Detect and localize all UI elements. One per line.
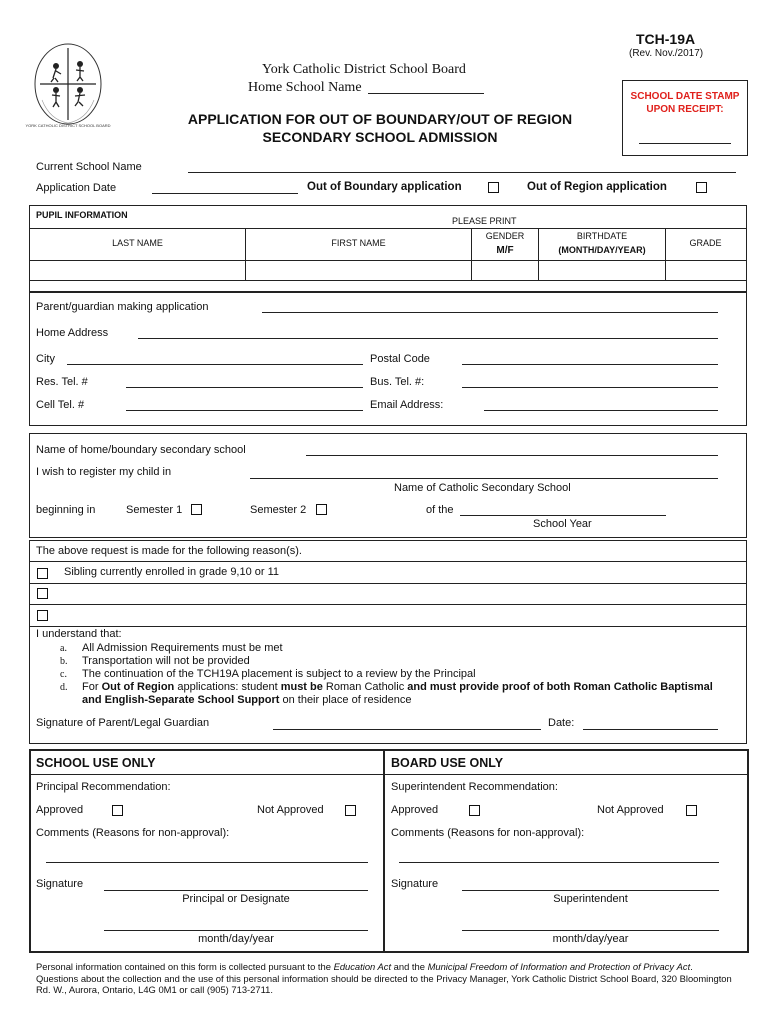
grade-header: GRADE (689, 238, 722, 248)
superintendent-recommendation-label: Superintendent Recommendation: (391, 781, 558, 793)
school-approved-checkbox[interactable] (112, 805, 123, 816)
city-input[interactable] (67, 364, 363, 365)
school-year-caption: School Year (533, 518, 592, 530)
application-date-input[interactable] (152, 193, 298, 194)
gender-values: M/F (496, 245, 514, 256)
please-print-label: PLEASE PRINT (452, 216, 517, 226)
guardian-date-input[interactable] (583, 729, 718, 730)
school-approved-label: Approved (36, 804, 84, 816)
board-logo (25, 40, 111, 130)
principal-signature-input[interactable] (104, 890, 368, 891)
res-tel-label: Res. Tel. # (36, 376, 88, 388)
guardian-date-label: Date: (548, 717, 575, 729)
first-name-input[interactable] (247, 261, 470, 279)
school-not-approved-checkbox[interactable] (345, 805, 356, 816)
superintendent-signature-input[interactable] (462, 890, 719, 891)
beginning-label: beginning in (36, 504, 96, 516)
school-year-input[interactable] (460, 515, 666, 516)
home-address-input[interactable] (138, 338, 718, 339)
condition-c: c. The continuation of the TCH19A placement is subject to a review by the Principal (60, 668, 476, 680)
school-comments-input[interactable] (46, 862, 368, 863)
sibling-checkbox[interactable] (37, 568, 48, 579)
cell-tel-input[interactable] (126, 410, 363, 411)
form-title-line1: APPLICATION FOR OUT OF BOUNDARY/OUT OF REGION (187, 111, 573, 127)
principal-recommendation-label: Principal Recommendation: (36, 781, 171, 793)
form-title-line2: SECONDARY SCHOOL ADMISSION (262, 129, 498, 145)
home-school-line[interactable] (368, 93, 484, 94)
postal-code-input[interactable] (462, 364, 718, 365)
logo-text: YORK CATHOLIC DISTRICT SCHOOL BOARD (25, 123, 111, 128)
out-of-boundary-label: Out of Boundary application (307, 181, 462, 193)
board-name: York Catholic District School Board (262, 62, 466, 77)
email-input[interactable] (484, 410, 718, 411)
semester1-label: Semester 1 (126, 504, 183, 516)
guardian-signature-input[interactable] (273, 729, 541, 730)
pupil-info-title: PUPIL INFORMATION (36, 210, 128, 220)
postal-code-label: Postal Code (370, 353, 430, 365)
bus-tel-input[interactable] (462, 387, 718, 388)
out-of-region-checkbox[interactable] (696, 182, 707, 193)
out-of-region-label: Out of Region application (527, 181, 667, 193)
home-school-label: Home School Name (248, 80, 362, 95)
form-title (160, 110, 600, 146)
board-not-approved-label: Not Approved (597, 804, 664, 816)
date-stamp-line (639, 143, 731, 144)
first-name-header: FIRST NAME (331, 238, 386, 248)
board-approved-checkbox[interactable] (469, 805, 480, 816)
catholic-school-input[interactable] (250, 478, 718, 479)
other-reason-1-checkbox[interactable] (37, 588, 48, 599)
school-date-caption: month/day/year (198, 933, 274, 945)
last-name-input[interactable] (31, 261, 244, 279)
res-tel-input[interactable] (126, 387, 363, 388)
date-stamp-label (623, 90, 747, 116)
school-comments-label: Comments (Reasons for non-approval): (36, 827, 230, 839)
school-use-title: SCHOOL USE ONLY (36, 756, 156, 770)
condition-a: a. All Admission Requirements must be met (60, 642, 283, 654)
other-reason-2-input[interactable] (60, 606, 740, 624)
home-school-name-label: Name of home/boundary secondary school (36, 444, 246, 456)
semester2-label: Semester 2 (250, 504, 307, 516)
current-school-label: Current School Name (36, 161, 142, 173)
register-label: I wish to register my child in (36, 466, 172, 478)
condition-d-continued: and English-Separate School Support on their place of residence (82, 694, 412, 706)
reasons-intro: The above request is made for the following reason(s). (36, 545, 302, 557)
guardian-signature-label: Signature of Parent/Legal Guardian (36, 717, 210, 729)
board-approved-label: Approved (391, 804, 439, 816)
of-the-label: of the (426, 504, 454, 516)
principal-designate-caption: Principal or Designate (182, 893, 290, 905)
home-school-name-input[interactable] (306, 455, 718, 456)
gender-input[interactable] (473, 261, 537, 279)
board-comments-label: Comments (Reasons for non-approval): (391, 827, 585, 839)
school-not-approved-label: Not Approved (257, 804, 324, 816)
date-stamp-box (622, 80, 748, 156)
board-signature-label: Signature (391, 878, 439, 890)
birthdate-input[interactable] (540, 261, 664, 279)
cell-tel-label: Cell Tel. # (36, 399, 85, 411)
sibling-reason: Sibling currently enrolled in grade 9,10 or 11 (64, 566, 280, 578)
board-not-approved-checkbox[interactable] (686, 805, 697, 816)
home-address-label: Home Address (36, 327, 109, 339)
superintendent-caption: Superintendent (553, 893, 628, 905)
current-school-input[interactable] (188, 172, 736, 173)
condition-b: b. Transportation will not be provided (60, 655, 250, 667)
school-date-input[interactable] (104, 930, 368, 931)
privacy-notice: Personal information contained on this form is collected pursuant to the Education Act and the Municipal Freedom of Information and Protection of Privacy Act. Questions about the collection and the use of this personal information should be directed to the Privacy Manager, York Catholic District School Board, 320 Bloomington Rd. W., Aurora, Ontario, L4G 0M1 or call (905) 713-2711. (36, 961, 732, 995)
last-name-header: LAST NAME (112, 238, 163, 248)
board-date-caption: month/day/year (552, 933, 629, 945)
board-use-title: BOARD USE ONLY (391, 756, 504, 770)
semester1-checkbox[interactable] (191, 504, 202, 515)
revision-date: (Rev. Nov./2017) (629, 48, 704, 59)
city-label: City (36, 353, 55, 365)
date-stamp-line1: SCHOOL DATE STAMP (630, 91, 740, 102)
board-date-input[interactable] (462, 930, 719, 931)
office-use-section (29, 749, 749, 953)
school-signature-label: Signature (36, 878, 84, 890)
guardian-input[interactable] (262, 312, 718, 313)
other-reason-2-checkbox[interactable] (37, 610, 48, 621)
grade-input[interactable] (667, 261, 743, 279)
bus-tel-label: Bus. Tel. #: (370, 376, 425, 388)
understand-label: I understand that: (36, 628, 122, 640)
condition-d: d. For Out of Region applications: student must be Roman Catholic and must provide proof of both Roman Catholic Baptismal (60, 681, 713, 693)
birthdate-format: (MONTH/DAY/YEAR) (558, 245, 646, 255)
conditions-list (60, 642, 713, 707)
form-code: TCH-19A (636, 31, 696, 47)
board-comments-input[interactable] (399, 862, 719, 863)
application-date-label: Application Date (36, 182, 117, 194)
birthdate-header: BIRTHDATE (576, 231, 628, 241)
email-label: Email Address: (370, 399, 444, 411)
date-stamp-line2: UPON RECEIPT: (646, 104, 724, 115)
catholic-school-caption: Name of Catholic Secondary School (394, 482, 571, 494)
guardian-label: Parent/guardian making application (36, 301, 209, 313)
board-logo-icon (25, 40, 111, 130)
out-of-boundary-checkbox[interactable] (488, 182, 499, 193)
semester2-checkbox[interactable] (316, 504, 327, 515)
gender-header: GENDER (485, 231, 525, 241)
other-reason-1-input[interactable] (60, 585, 740, 603)
